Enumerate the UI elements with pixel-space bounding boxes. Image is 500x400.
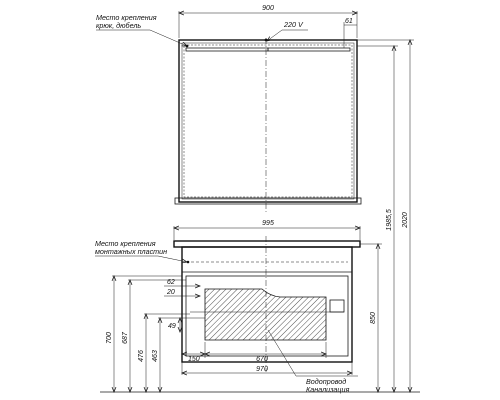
mirror-inner-frame xyxy=(182,43,354,199)
dim-inner-49 xyxy=(168,318,205,332)
dim-left-476-label: 476 xyxy=(138,350,145,362)
note-mirror-mount-line1: Место крепления xyxy=(96,13,157,22)
mirror xyxy=(175,38,361,212)
dim-inner-62-label: 62 xyxy=(167,279,175,286)
dim-left-687-label: 687 xyxy=(122,332,129,344)
dim-bottom-670 xyxy=(205,342,326,363)
note-power-label: 220 V xyxy=(284,20,303,29)
dim-inner-49-label: 49 xyxy=(168,323,176,330)
dim-cabinet-top-label: 850 xyxy=(370,312,377,324)
dim-bottom-150-label: 150 xyxy=(188,356,200,363)
dim-total-height-1 xyxy=(357,46,398,392)
dim-cabinet-top xyxy=(360,244,382,392)
panel-mount-point xyxy=(187,261,190,264)
dim-total-height-1-label: 1985,5 xyxy=(386,209,393,231)
note-power xyxy=(267,20,308,41)
dim-mirror-width-label: 900 xyxy=(262,5,274,12)
mirror-frame xyxy=(179,40,357,202)
note-mirror-mount-line2: крюк, дюбель xyxy=(96,21,142,30)
note-water-line1: Водопровод xyxy=(306,377,347,386)
mirror-glass-edge xyxy=(184,45,352,197)
lamp-right xyxy=(268,48,350,51)
cabinet-countertop xyxy=(174,241,360,247)
cabinet-side-block xyxy=(330,300,344,312)
dim-mirror-width xyxy=(179,5,357,38)
dim-left-700-label: 700 xyxy=(106,332,113,344)
cabinet xyxy=(174,236,360,372)
note-mirror-mount xyxy=(96,13,187,46)
power-point xyxy=(265,39,268,42)
dim-left-687 xyxy=(122,280,186,392)
note-panel-mount-line1: Место крепления xyxy=(95,239,156,248)
dim-bottom-970 xyxy=(182,362,352,375)
note-panel-mount xyxy=(95,239,187,262)
dim-cabinet-width-label: 995 xyxy=(262,220,274,227)
note-panel-mount-line2: монтажных пластин xyxy=(95,247,168,256)
dim-total-height-2-label: 2020 xyxy=(402,212,409,228)
dim-lamp-offset xyxy=(344,18,357,48)
dim-bottom-670-label: 670 xyxy=(256,356,268,363)
siphon-cutout xyxy=(205,289,326,340)
dim-inner-20-label: 20 xyxy=(167,289,175,296)
dim-bottom-970-label: 970 xyxy=(256,366,268,373)
dim-lamp-offset-label: 61 xyxy=(345,18,353,25)
dim-left-463-label: 463 xyxy=(152,350,159,362)
lamp-left xyxy=(186,48,268,51)
note-water-line2: Канализация xyxy=(306,385,350,394)
dim-cabinet-width xyxy=(174,220,360,240)
